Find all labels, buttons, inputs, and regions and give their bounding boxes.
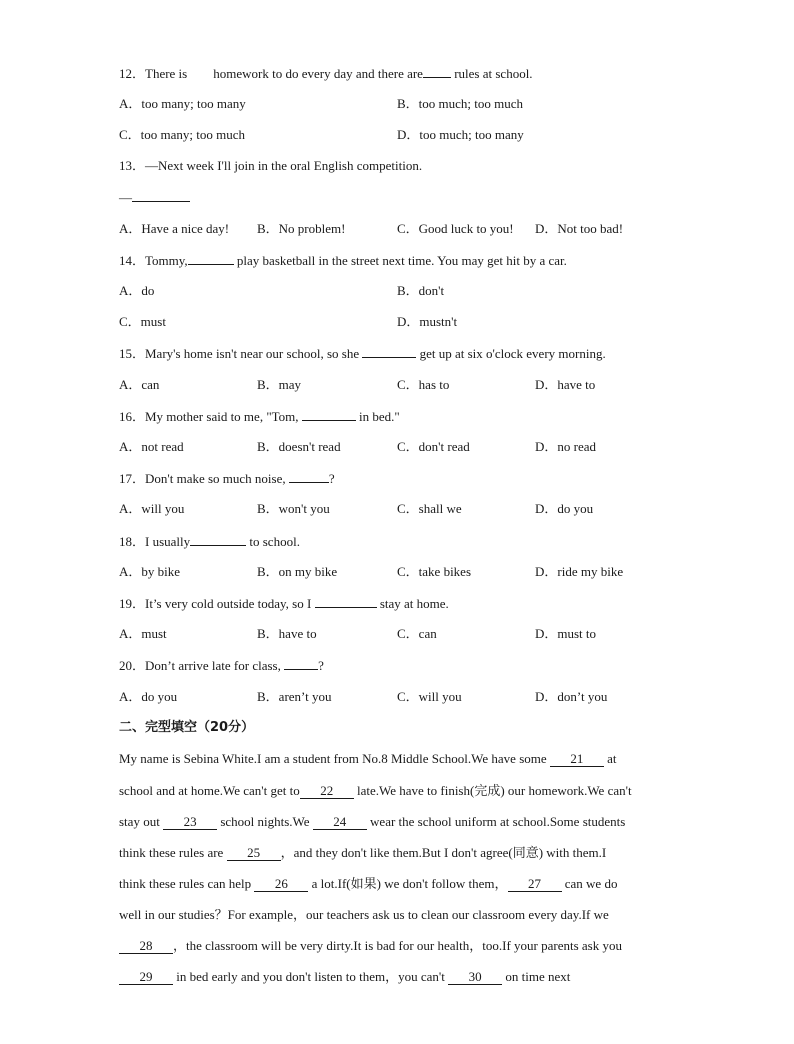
option-14-c[interactable]: C．must bbox=[119, 314, 166, 329]
option-18-c[interactable]: C．take bikes bbox=[397, 564, 472, 579]
option-12-c[interactable]: C．too many; too much bbox=[119, 127, 246, 142]
option-17-a[interactable]: A．will you bbox=[119, 501, 185, 516]
question-15-stem: 15．Mary's home isn't near our school, so she get up at six o'clock every morning. bbox=[119, 346, 606, 361]
option-17-c[interactable]: C．shall we bbox=[397, 501, 462, 516]
option-18-a[interactable]: A．by bike bbox=[119, 564, 181, 579]
question-13-stem: 13．—Next week I'll join in the oral English competition. bbox=[119, 158, 423, 173]
passage-line-1: My name is Sebina White.I am a student from No.8 Middle School.We have some 21 at bbox=[119, 751, 617, 766]
option-18-d[interactable]: D．ride my bike bbox=[535, 564, 624, 579]
blank-26[interactable]: 26 bbox=[254, 877, 308, 892]
question-16-stem: 16．My mother said to me, "Tom, in bed." bbox=[119, 409, 400, 424]
option-18-b[interactable]: B．on my bike bbox=[257, 564, 338, 579]
passage-line-3: stay out 23 school nights.We 24 wear the school uniform at school.Some students bbox=[119, 814, 626, 829]
option-16-c[interactable]: C．don't read bbox=[397, 439, 470, 454]
blank-30[interactable]: 30 bbox=[448, 970, 502, 985]
option-20-c[interactable]: C．will you bbox=[397, 689, 462, 704]
option-14-a[interactable]: A．do bbox=[119, 283, 155, 298]
passage-line-6: well in our studies？For example，our teachers ask us to clean our classroom every day.If we bbox=[119, 907, 609, 922]
option-13-d[interactable]: D．Not too bad! bbox=[535, 221, 624, 236]
option-17-d[interactable]: D．do you bbox=[535, 501, 594, 516]
blank-29[interactable]: 29 bbox=[119, 970, 173, 985]
option-15-d[interactable]: D．have to bbox=[535, 377, 596, 392]
option-19-c[interactable]: C．can bbox=[397, 626, 437, 641]
option-16-d[interactable]: D．no read bbox=[535, 439, 597, 454]
option-20-a[interactable]: A．do you bbox=[119, 689, 178, 704]
option-12-a[interactable]: A．too many; too many bbox=[119, 96, 246, 111]
option-16-a[interactable]: A．not read bbox=[119, 439, 184, 454]
option-12-d[interactable]: D．too much; too many bbox=[397, 127, 524, 142]
option-13-b[interactable]: B．No problem! bbox=[257, 221, 346, 236]
option-19-d[interactable]: D．must to bbox=[535, 626, 597, 641]
question-19-stem: 19．It’s very cold outside today, so I stay at home. bbox=[119, 596, 449, 611]
option-12-b[interactable]: B．too much; too much bbox=[397, 96, 524, 111]
option-17-b[interactable]: B．won't you bbox=[257, 501, 330, 516]
option-15-a[interactable]: A．can bbox=[119, 377, 160, 392]
blank-27[interactable]: 27 bbox=[508, 877, 562, 892]
option-15-b[interactable]: B．may bbox=[257, 377, 302, 392]
option-13-c[interactable]: C．Good luck to you! bbox=[397, 221, 514, 236]
blank-24[interactable]: 24 bbox=[313, 815, 367, 830]
option-16-b[interactable]: B．doesn't read bbox=[257, 439, 341, 454]
passage-line-2: school and at home.We can't get to 22 late.We have to finish(完成) our homework.We can't bbox=[119, 783, 632, 798]
option-13-a[interactable]: A．Have a nice day! bbox=[119, 221, 230, 236]
option-15-c[interactable]: C．has to bbox=[397, 377, 450, 392]
passage-line-7: 28 ，the classroom will be very dirty.It is bad for our health，too.If your parents ask you bbox=[119, 938, 622, 954]
question-13-reply: — bbox=[119, 189, 190, 206]
blank-28[interactable]: 28 bbox=[119, 939, 173, 954]
blank-21[interactable]: 21 bbox=[550, 752, 604, 767]
question-17-stem: 17．Don't make so much noise, ? bbox=[119, 471, 335, 486]
option-14-b[interactable]: B．don't bbox=[397, 283, 445, 298]
option-19-b[interactable]: B．have to bbox=[257, 626, 317, 641]
option-19-a[interactable]: A．must bbox=[119, 626, 167, 641]
question-12-stem: 12．There is homework to do every day and there are rules at school. bbox=[119, 66, 533, 81]
passage-line-5: think these rules can help 26 a lot.If(如果) we don't follow them， 27 can we do bbox=[119, 876, 618, 891]
blank-22[interactable]: 22 bbox=[300, 784, 354, 799]
question-20-stem: 20．Don’t arrive late for class, ? bbox=[119, 658, 324, 673]
passage-line-8: 29 in bed early and you don't listen to them，you can't 30 on time next bbox=[119, 969, 570, 985]
blank-25[interactable]: 25 bbox=[227, 846, 281, 861]
option-20-b[interactable]: B．aren’t you bbox=[257, 689, 332, 704]
question-14-stem: 14．Tommy, play basketball in the street next time. You may get hit by a car. bbox=[119, 253, 567, 268]
section-heading: 二、完型填空（20分） bbox=[119, 720, 255, 735]
passage-line-4: think these rules are 25 ，and they don't like them.But I don't agree(同意) with them.I bbox=[119, 845, 607, 860]
blank-23[interactable]: 23 bbox=[163, 815, 217, 830]
option-20-d[interactable]: D．don’t you bbox=[535, 689, 608, 704]
question-18-stem: 18．I usually to school. bbox=[119, 534, 300, 549]
option-14-d[interactable]: D．mustn't bbox=[397, 314, 458, 329]
